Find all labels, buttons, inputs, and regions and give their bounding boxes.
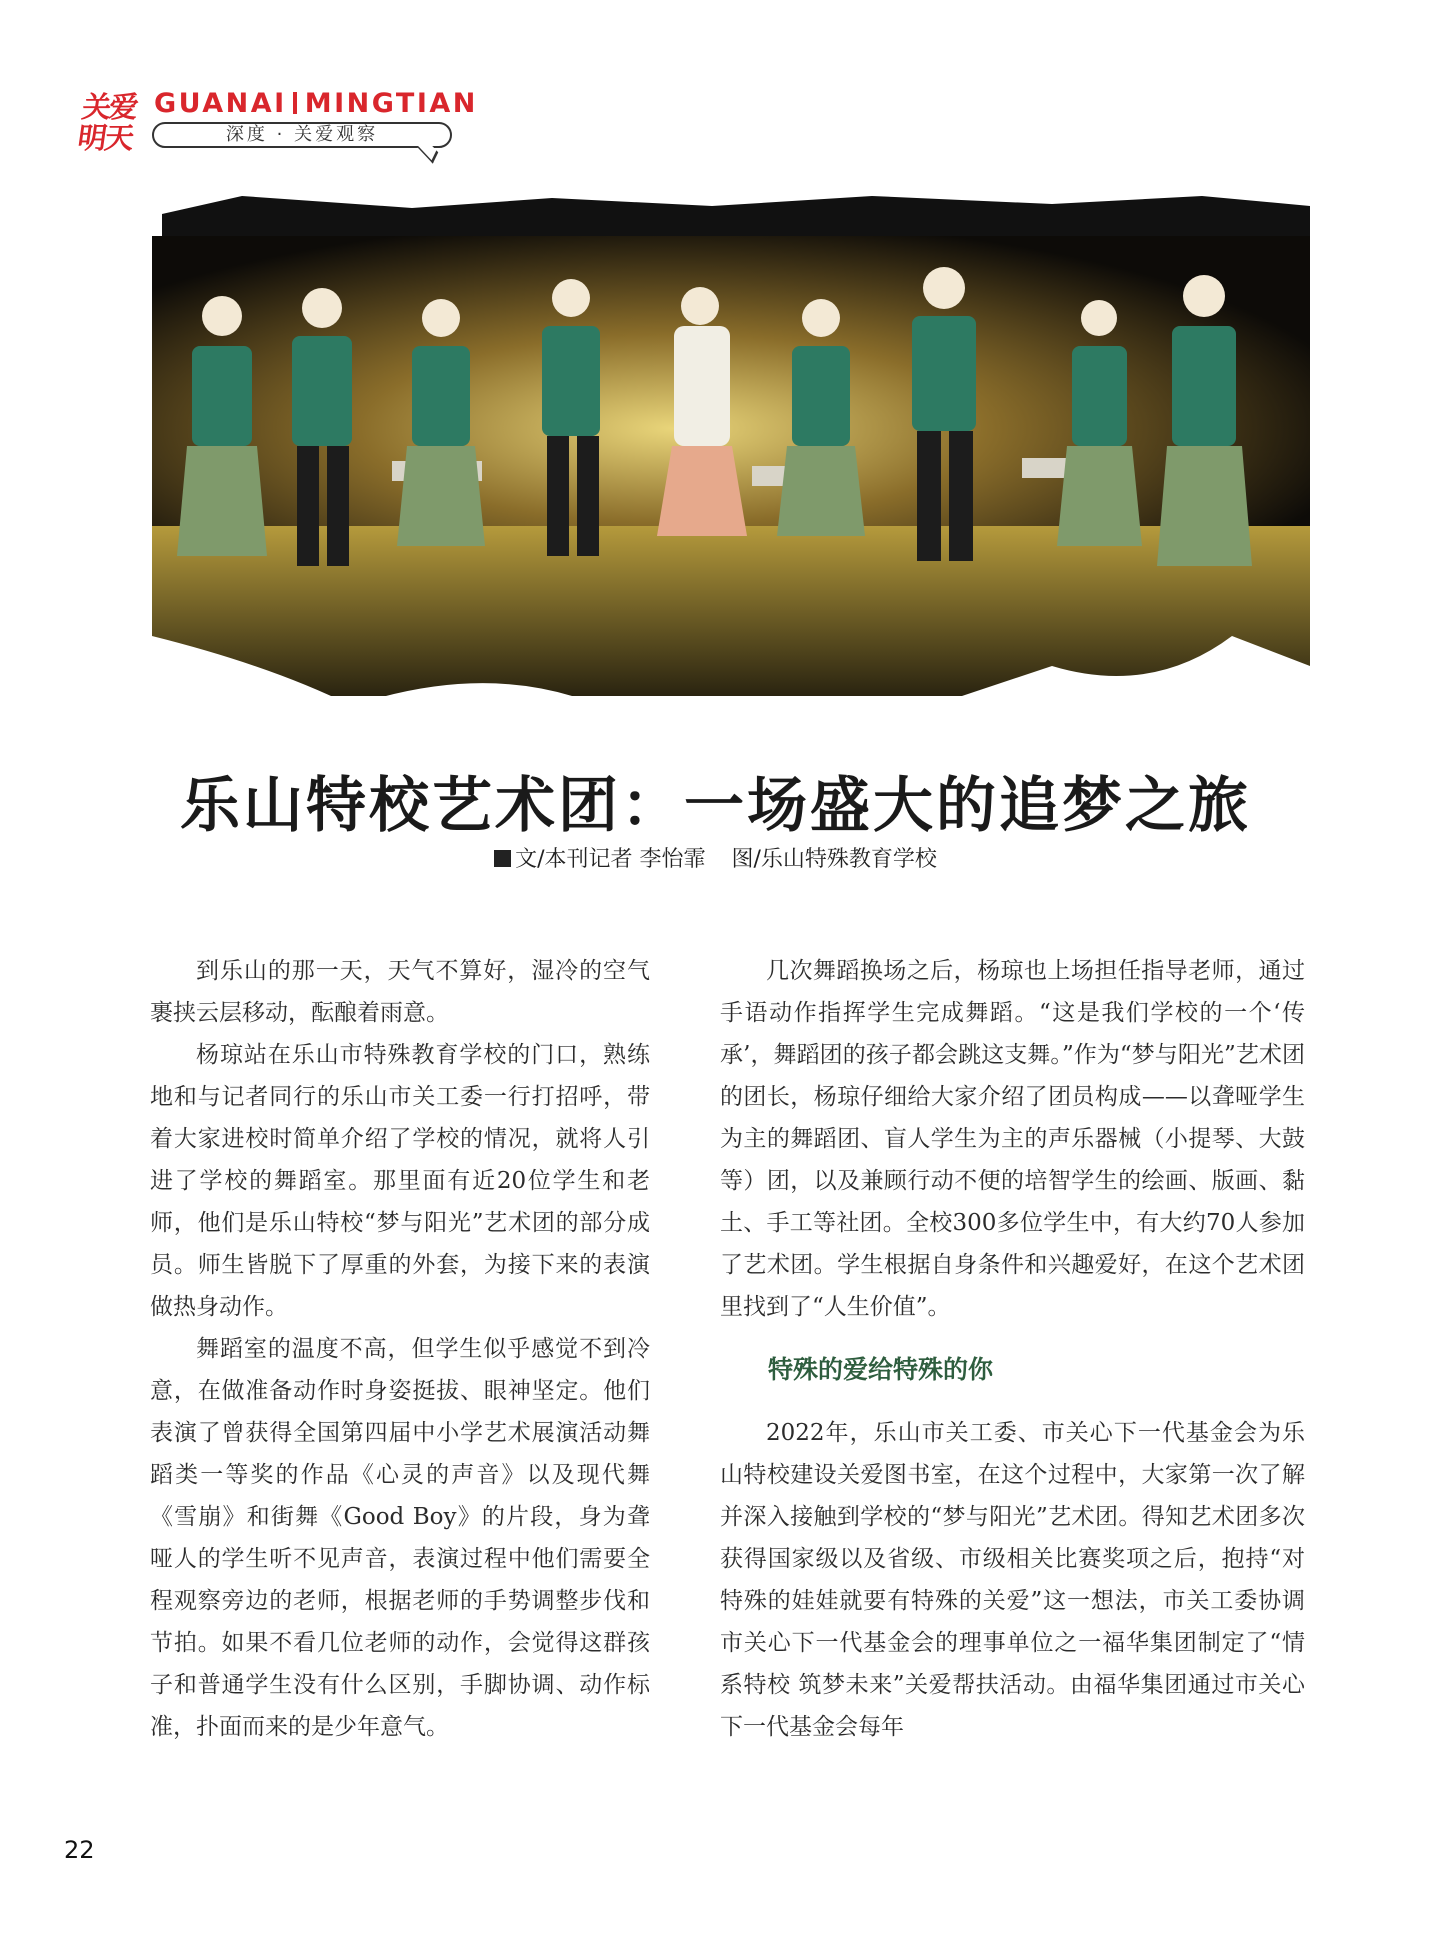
article-title: 乐山特校艺术团：一场盛大的追梦之旅 — [180, 771, 1251, 841]
paragraph: 几次舞蹈换场之后，杨琼也上场担任指导老师，通过手语动作指挥学生完成舞蹈。“这是我们学校的一个‘传承’，舞蹈团的孩子都会跳这支舞。”作为“梦与阳光”艺术团的团长，杨琼仔细给大家介绍了团员构成——以聋哑学生为主的舞蹈团、盲人学生为主的声乐器械（小提琴、大鼓等）团，以及兼顾行动不便的培智学生的绘画、版画、黏土、手工等社团。全校300多位学生中，有大约70人参加了艺术团。学生根据自身条件和兴趣爱好，在这个艺术团里找到了“人生价值”。 — [720, 958, 1305, 1320]
section-subheading: 特殊的爱给特殊的你 — [768, 1355, 994, 1384]
stage-performance-photo — [152, 196, 1310, 736]
byline-square-icon — [494, 850, 511, 867]
section-label: 深度 · 关爱观察 — [152, 122, 452, 148]
article-byline — [0, 842, 1431, 873]
article-column-right — [720, 950, 1305, 1748]
page-number: 22 — [64, 1836, 95, 1864]
logo-divider — [293, 92, 297, 114]
magazine-logo-mark — [76, 92, 147, 154]
paragraph: 2022年，乐山市关工委、市关心下一代基金会为乐山特校建设关爱图书室，在这个过程中，大家第一次了解并深入接触到学校的“梦与阳光”艺术团。得知艺术团多次获得国家级以及省级、市级相关比赛奖项之后，抱持“对特殊的娃娃就要有特殊的关爱”这一想法，市关工委协调市关心下一代基金会的理事单位之一福华集团制定了“情系特校 筑梦未来”关爱帮扶活动。由福华集团通过市关心下一代基金会每年 — [720, 1420, 1305, 1740]
logo-cn-line2: 明天 — [75, 121, 135, 155]
logo-en-left: GUANAI — [154, 88, 287, 119]
logo-en-right: MINGTIAN — [304, 88, 478, 119]
byline-author: 文/本刊记者 李怡霏 — [515, 847, 706, 872]
paragraph: 舞蹈室的温度不高，但学生似乎感觉不到冷意，在做准备动作时身姿挺拔、眼神坚定。他们表演了曾获得全国第四届中小学艺术展演活动舞蹈类一等奖的作品《心灵的声音》以及现代舞《雪崩》和街舞《Good Boy》的片段，身为聋哑人的学生听不见声音，表演过程中他们需要全程观察旁边的老师，根据老师的手势调整步伐和节拍。如果不看几位老师的动作，会觉得这群孩子和普通学生没有什么区别，手脚协调、动作标准，扑面而来的是少年意气。 — [150, 1336, 650, 1740]
magazine-logo-english — [154, 88, 478, 119]
paragraph: 到乐山的那一天，天气不算好，湿冷的空气裹挟云层移动，酝酿着雨意。 — [150, 958, 650, 1026]
paragraph: 杨琼站在乐山市特殊教育学校的门口，熟练地和与记者同行的乐山市关工委一行打招呼，带着大家进校时简单介绍了学校的情况，就将人引进了学校的舞蹈室。那里面有近20位学生和老师，他们是乐山特校“梦与阳光”艺术团的部分成员。师生皆脱下了厚重的外套，为接下来的表演做热身动作。 — [150, 1042, 650, 1320]
logo-cn-line1: 关爱 — [79, 90, 139, 124]
article-column-left — [150, 950, 650, 1748]
byline-photo-credit: 图/乐山特殊教育学校 — [731, 847, 937, 872]
